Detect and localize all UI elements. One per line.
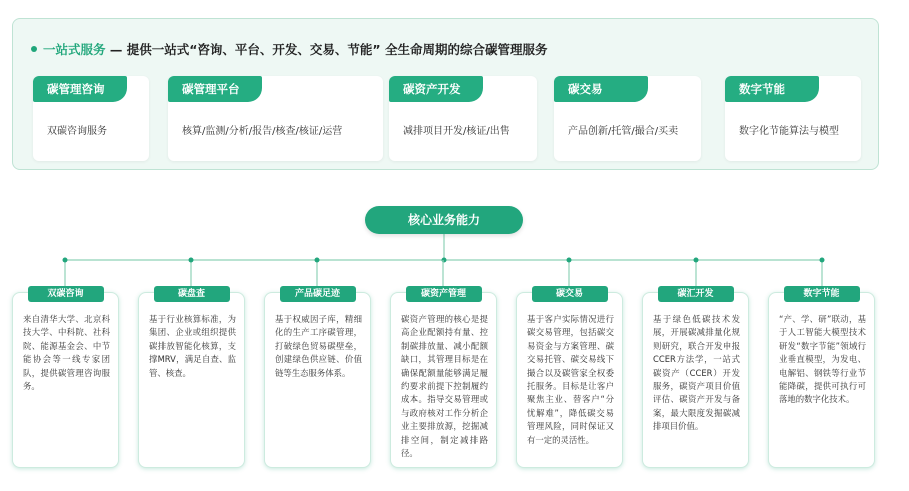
- capability-card-carbon-inventory: [138, 289, 245, 468]
- capability-card-digital-energy: [768, 289, 875, 468]
- headline-subtitle: — 提供一站式“咨询、平台、开发、交易、节能” 全生命周期的综合碳管理服务: [105, 42, 548, 57]
- capability-text: 基于绿色低碳技术发展，开展碳减排量化规则研究，联合开发申报CCER方法学，一站式碳资产（CCER）开发服务，碳资产项目价值评估、碳资产开发与备案，最大限度发掘碳减排项目价值。: [653, 314, 740, 432]
- capability-text: 来自清华大学、北京科技大学、中科院、社科院、能源基金会、中节能协会等一线专家团队，提供碳管理咨询服务。: [23, 314, 110, 392]
- service-desc: 核算/监测/分析/报告/核查/核证/运营: [182, 126, 343, 137]
- capability-card-asset-management: [390, 289, 497, 468]
- capability-card-dual-carbon-consulting: [12, 289, 119, 468]
- capability-title: 双碳咨询: [28, 286, 104, 302]
- capability-title: 碳盘查: [154, 286, 230, 302]
- capability-title: 碳资产管理: [406, 286, 482, 302]
- service-title: 碳管理咨询: [33, 76, 127, 102]
- capability-text: 基于行业核算标准，为集团、企业或组织提供碳排放智能化核算，支撑MRV，满足自查、监管、核查。: [149, 314, 236, 378]
- capability-title: 碳汇开发: [658, 286, 734, 302]
- capability-text: 碳资产管理的核心是提高企业配额持有量、控制碳排放量、减小配额缺口，其管理目标是在确保配额量能够满足履约要求前提下控制履约成本。指导交易管理或与政府核对工作分析企业主要排放源，挖掘减排空间，制定减排路径。: [401, 314, 488, 459]
- capability-title: 碳交易: [532, 286, 608, 302]
- capability-title: 数字节能: [784, 286, 860, 302]
- service-desc: 数字化节能算法与模型: [739, 126, 839, 137]
- capability-text: 基于权威因子库，精细化的生产工序碳管理，打破绿色贸易碳壁垒，创建绿色供应链、价值链等生态服务体系。: [275, 314, 362, 378]
- service-title: 碳管理平台: [168, 76, 262, 102]
- core-capability-title: 核心业务能力: [365, 206, 523, 234]
- service-title: 碳交易: [554, 76, 648, 102]
- service-title: 数字节能: [725, 76, 819, 102]
- capability-card-product-footprint: [264, 289, 371, 468]
- service-desc: 双碳咨询服务: [47, 126, 107, 137]
- headline-title: 一站式服务: [43, 42, 106, 57]
- service-desc: 减排项目开发/核证/出售: [403, 126, 510, 137]
- capability-title: 产品碳足迹: [280, 286, 356, 302]
- capability-text: 基于客户实际情况进行碳交易管理，包括碳交易资金与方案管理、碳交易托管、碳交易线下撮合以及碳管家全权委托服务。目标是让客户聚焦主业、替客户“分忧解难”，降低碳交易管理风险，同时保证又有一定的灵活性。: [527, 314, 614, 445]
- capability-card-carbon-trading: [516, 289, 623, 468]
- capability-text: “产、学、研”联动，基于人工智能大模型技术研发“数字节能”领域行业垂直模型，为发电、电解铝、钢铁等行业节能降碳，提供可执行可落地的数字化技术。: [779, 314, 866, 405]
- capability-card-carbon-sink: [642, 289, 749, 468]
- service-title: 碳资产开发: [389, 76, 483, 102]
- service-desc: 产品创新/托管/撮合/买卖: [568, 126, 679, 137]
